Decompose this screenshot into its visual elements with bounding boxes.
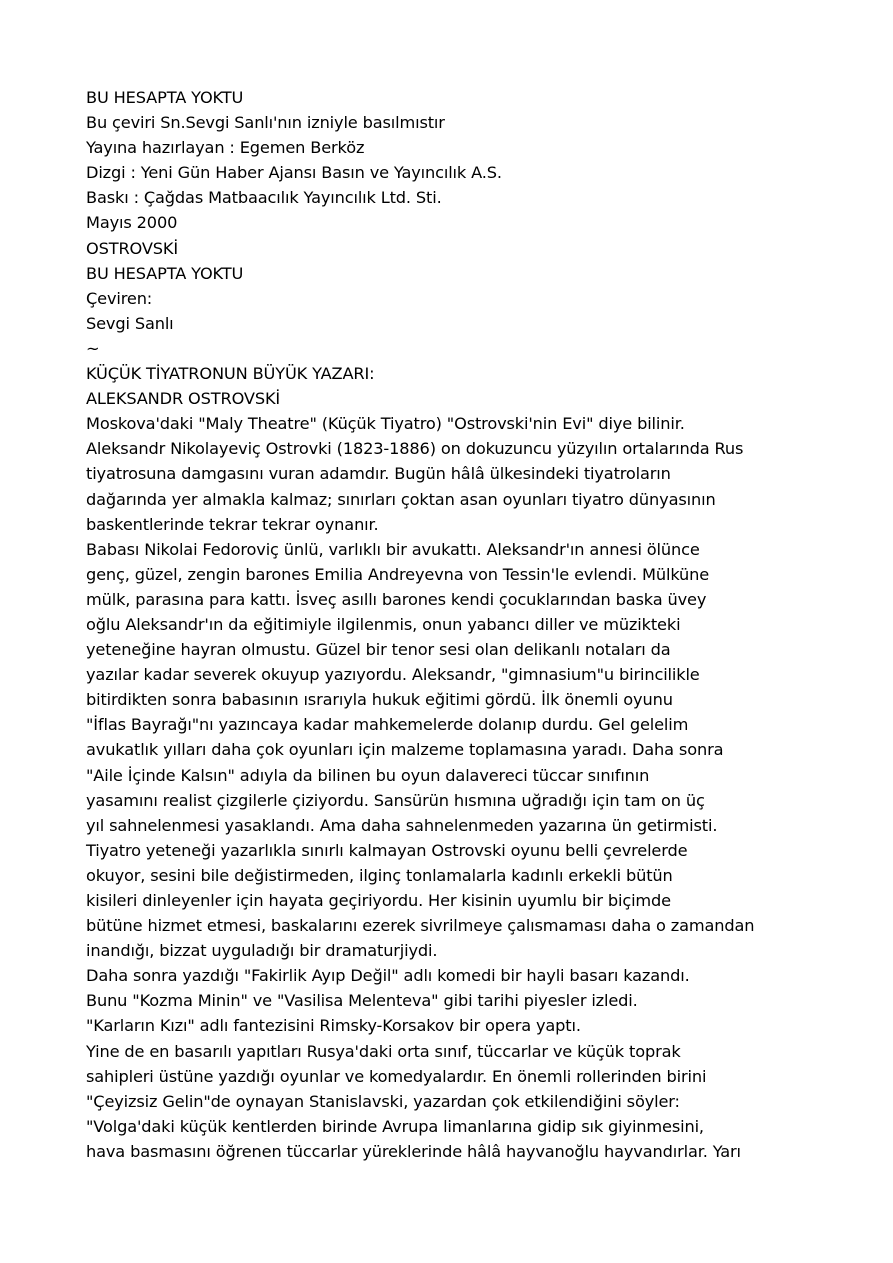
text-line: tiyatrosuna damgasını vuran adamdır. Bugün hâlâ ülkesindeki tiyatroların	[86, 464, 671, 484]
text-line: hava basmasını öğrenen tüccarlar yüreklerinde hâlâ hayvanoğlu hayvandırlar. Yarı	[86, 1141, 741, 1161]
text-line: genç, güzel, zengin barones Emilia Andreyevna von Tessin'le evlendi. Mülküne	[86, 564, 710, 584]
text-line: baskentlerinde tekrar tekrar oynanır.	[86, 514, 379, 534]
text-line: "Çeyizsiz Gelin"de oynayan Stanislavski, yazardan çok etkilendiğini söyler:	[86, 1091, 680, 1111]
document-text	[86, 85, 876, 1164]
text-line: Aleksandr Nikolayeviç Ostrovki (1823-1886) on dokuzuncu yüzyılın ortalarında Rus	[86, 439, 744, 459]
text-line: "İflas Bayrağı"nı yazıncaya kadar mahkemelerde dolanıp durdu. Gel gelelim	[86, 715, 689, 735]
text-line: Çeviren:	[86, 288, 153, 308]
text-line: yeteneğine hayran olmustu. Güzel bir tenor sesi olan delikanlı notaları da	[86, 640, 671, 660]
text-line: BU HESAPTA YOKTU	[86, 88, 244, 107]
text-line: BU HESAPTA YOKTU	[86, 263, 244, 283]
text-line: Sevgi Sanlı	[86, 313, 174, 333]
text-line: "Karların Kızı" adlı fantezisini Rimsky-Korsakov bir opera yaptı.	[86, 1016, 581, 1036]
text-line: Yine de en basarılı yapıtları Rusya'daki orta sınıf, tüccarlar ve küçük toprak	[86, 1041, 681, 1061]
text-line: bütüne hizmet etmesi, baskalarını ezerek sivrilmeye çalısmaması daha o zamandan	[86, 916, 755, 936]
text-line: Bunu "Kozma Minin" ve "Vasilisa Melenteva" gibi tarihi piyesler izledi.	[86, 991, 638, 1011]
text-line: inandığı, bizzat uyguladığı bir dramaturjiydi.	[86, 941, 438, 961]
text-line: yazılar kadar severek okuyup yazıyordu. Aleksandr, "gimnasium"u birincilikle	[86, 665, 700, 685]
text-line: mülk, parasına para kattı. İsveç asıllı barones kendi çocuklarından baska üvey	[86, 589, 707, 609]
text-line: Bu çeviri Sn.Sevgi Sanlı'nın izniyle basılmıstır	[86, 113, 445, 133]
text-line: Yayına hazırlayan : Egemen Berköz	[86, 138, 365, 158]
text-line: Daha sonra yazdığı "Fakirlik Ayıp Değil" adlı komedi bir hayli basarı kazandı.	[86, 966, 690, 986]
text-line: oğlu Aleksandr'ın da eğitimiyle ilgilenmis, onun yabancı diller ve müzikteki	[86, 614, 681, 634]
text-line: dağarında yer almakla kalmaz; sınırları çoktan asan oyunları tiyatro dünyasının	[86, 489, 716, 509]
text-line: kisileri dinleyenler için hayata geçiriyordu. Her kisinin uyumlu bir biçimde	[86, 891, 671, 910]
text-line: yasamını realist çizgilerle çiziyordu. Sansürün hısmına uğradığı için tam on üç	[86, 790, 705, 810]
text-line: KÜÇÜK TİYATRONUN BÜYÜK YAZARI:	[86, 364, 375, 384]
text-line: ~	[86, 338, 100, 358]
text-line: sahipleri üstüne yazdığı oyunlar ve komedyalardır. En önemli rollerinden birini	[86, 1066, 707, 1086]
text-line: Mayıs 2000	[86, 213, 178, 233]
text-line: avukatlık yılları daha çok oyunları için malzeme toplamasına yaradı. Daha sonra	[86, 740, 724, 760]
text-line: Babası Nikolai Fedoroviç ünlü, varlıklı bir avukattı. Aleksandr'ın annesi ölünce	[86, 539, 700, 559]
text-line: "Aile İçinde Kalsın" adıyla da bilinen bu oyun dalavereci tüccar sınıfının	[86, 765, 650, 785]
text-line: "Volga'daki küçük kentlerden birinde Avrupa limanlarına gidip sık giyinmesini,	[86, 1116, 704, 1136]
text-line: Baskı : Çağdas Matbaacılık Yayıncılık Ltd. Sti.	[86, 188, 442, 208]
text-line: OSTROVSKİ	[86, 238, 178, 258]
text-line: ALEKSANDR OSTROVSKİ	[86, 389, 281, 409]
text-line: Moskova'daki "Maly Theatre" (Küçük Tiyatro) "Ostrovski'nin Evi" diye bilinir.	[86, 414, 685, 434]
text-line: Tiyatro yeteneği yazarlıkla sınırlı kalmayan Ostrovski oyunu belli çevrelerde	[86, 840, 688, 860]
text-line: okuyor, sesini bile değistirmeden, ilginç tonlamalarla kadınlı erkekli bütün	[86, 865, 673, 885]
text-line: bitirdikten sonra babasının ısrarıyla hukuk eğitimi gördü. İlk önemli oyunu	[86, 690, 673, 710]
text-line: yıl sahnelenmesi yasaklandı. Ama daha sahnelenmeden yazarına ün getirmisti.	[86, 815, 718, 835]
text-line: Dizgi : Yeni Gün Haber Ajansı Basın ve Yayıncılık A.S.	[86, 163, 502, 183]
